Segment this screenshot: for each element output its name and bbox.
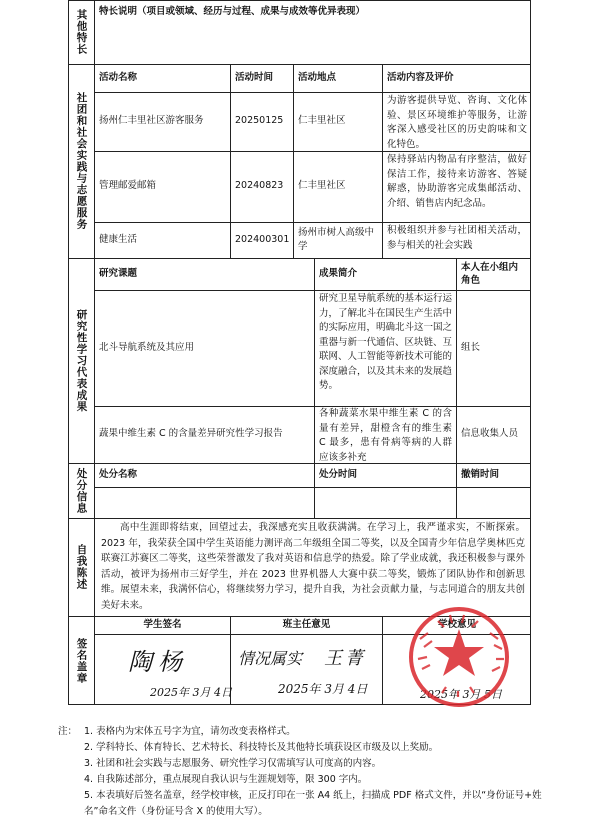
talent-description-header: 特长说明（项目或领域、经历与过程、成果与成效等优异表现） <box>99 6 366 17</box>
section-label-research: 研究性学习代表成果 <box>75 308 88 413</box>
student-signature: 陶杨 <box>128 648 188 676</box>
divider <box>94 487 531 488</box>
section-label-signature: 签名盖章 <box>75 637 88 684</box>
research-topic-header: 研究课题 <box>99 267 138 279</box>
table-row-activity-date: 202400301 <box>235 233 290 245</box>
section-label-other-talents: 其他特长 <box>75 9 88 55</box>
table-row-activity-place: 仁丰里社区 <box>298 180 346 192</box>
school-seal-icon <box>398 603 520 711</box>
note-item: 2. 学科特长、体育特长、艺术特长、科技特长及其他特长填获设区市级及以上奖励。 <box>84 742 439 753</box>
research-role-header: 本人在小组内角色 <box>461 262 519 286</box>
student-sign-date: 2025年 3月 4日 <box>150 686 232 699</box>
section-label-discipline: 处分信息 <box>75 467 88 514</box>
table-row-activity-name: 健康生活 <box>99 233 138 245</box>
section-label-activities: 社团和社会实践与志愿服务 <box>75 92 88 230</box>
table-row-activity-place: 扬州市树人高级中学 <box>298 226 375 252</box>
table-row-activity-name: 扬州仁丰里社区游客服务 <box>99 115 204 127</box>
table-row-research-summary: 各种蔬菜水果中维生素 C 的含量有差异，甜橙含有的维生素 C 最多，患有骨病等病的人群应该多补充 <box>319 408 452 463</box>
discipline-revoke-header: 撤销时间 <box>461 468 500 480</box>
teacher-opinion-handwriting: 情况属实 <box>238 649 303 668</box>
section-label-self-statement: 自我陈述 <box>75 544 88 590</box>
table-row-activity-desc: 积极组织并参与社团相关活动，参与相关的社会实践 <box>387 225 527 251</box>
table-row-activity-date: 20250125 <box>235 115 284 127</box>
table-row-activity-place: 仁丰里社区 <box>298 115 346 127</box>
activity-place-header: 活动地点 <box>298 71 337 83</box>
table-row-research-topic: 北斗导航系统及其应用 <box>99 341 195 353</box>
table-row-activity-name: 管理邮爱邮箱 <box>99 180 157 192</box>
note-item: 4. 自我陈述部分，重点展现自我认识与生涯规划等，限 300 字内。 <box>84 774 368 785</box>
note-item: 5. 本表填好后签名盖章，经学校审核，正反打印在一张 A4 纸上，扫描成 PDF 格式文件，并以“身份证号+姓名”命名文件（身份证号含 X 的使用大写）。 <box>84 790 542 817</box>
table-row-research-role: 组长 <box>461 341 481 353</box>
activity-desc-header: 活动内容及评价 <box>387 71 454 83</box>
table-row-research-topic: 蔬果中维生素 C 的含量差异研究性学习报告 <box>99 428 283 440</box>
activity-name-header: 活动名称 <box>99 71 138 83</box>
discipline-name-header: 处分名称 <box>99 468 138 480</box>
notes-section <box>58 724 558 820</box>
table-row-research-role: 信息收集人员 <box>461 428 519 440</box>
discipline-date-header: 处分时间 <box>319 468 358 480</box>
table-row-activity-date: 20240823 <box>235 180 284 192</box>
school-opinion-header: 学校意见 <box>437 618 476 630</box>
record-table <box>68 0 531 705</box>
notes-title: 注： <box>58 726 78 737</box>
school-sign-date: 2025年 3月 5日 <box>420 688 502 701</box>
teacher-opinion-header: 班主任意见 <box>282 618 331 630</box>
note-item: 1. 表格内为宋体五号字为宜，请勿改变表格样式。 <box>84 726 296 737</box>
teacher-signature: 王菁 <box>324 648 366 669</box>
teacher-sign-date: 2025年 3月 4日 <box>278 682 368 696</box>
research-summary-header: 成果简介 <box>319 267 358 279</box>
note-item: 3. 社团和社会实践与志愿服务、研究性学习仅需填写认可度高的内容。 <box>84 758 382 769</box>
activity-date-header: 活动时间 <box>235 71 274 83</box>
self-statement-text: 高中生涯即将结束，回望过去，我深感充实且收获满满。在学习上，我严谨求实，不断探索。2023 年，我荣获全国中学生英语能力测评高二年级组全国二等奖，以及全国青少年信息学奥林匹克联赛江苏赛区二等奖，这些荣誉激发了我对英语和信息学的热爱。除了学业成就，我还积极参与课外活动，被评为扬州市三好学生，并在 2023 世界机器人大赛中获二等奖，锻炼了团队协作和创新思维。展望未来，我满怀信心，将继续努力学习，提升自我，为社会贡献力量，与志同道合的朋友共创美好未来。 <box>101 522 525 611</box>
table-row-activity-desc: 为游客提供导览、咨询、文化体验、景区环境维护等服务，让游客深入感受社区的历史韵味和文化特色。 <box>387 95 527 150</box>
divider <box>68 518 531 519</box>
student-signature-header: 学生签名 <box>143 618 182 630</box>
table-row-research-summary: 研究卫星导航系统的基本运行运力，了解北斗在国民生产生活中的实际应用，明确北斗这一国之重器与新一代通信、区块链、互联网、人工智能等新技术可能的深度融合，以及其未来的发展趋势。 <box>319 293 453 391</box>
table-row-activity-desc: 保持驿站内物品有序整洁，做好保洁工作，接待来访游客、答疑解惑，协助游客完成集邮活动、介绍、销售店内纪念品。 <box>387 154 527 209</box>
